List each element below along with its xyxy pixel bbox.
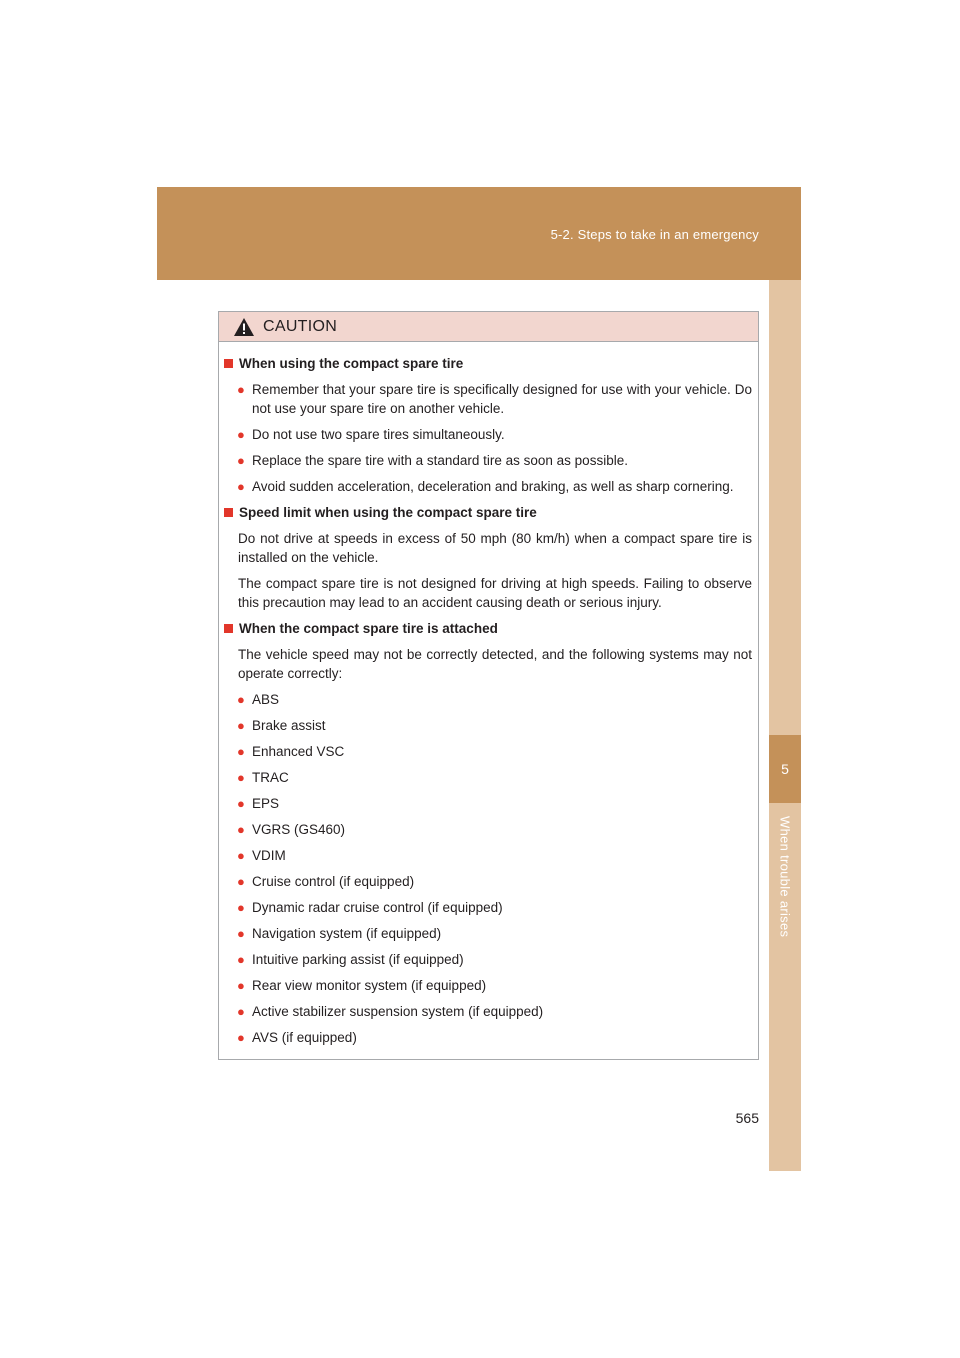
list-item (224, 950, 752, 969)
list-item (224, 820, 752, 839)
bullet-dot-icon: ● (237, 874, 245, 889)
bullet-dot-icon: ● (237, 453, 245, 468)
section-heading-text: When using the compact spare tire (239, 356, 464, 371)
bullet-dot-icon: ● (237, 382, 245, 397)
paragraph: Do not drive at speeds in excess of 50 mph (80 km/h) when a compact spare tire is installed on the vehicle. (238, 531, 752, 565)
bullet-dot-icon: ● (237, 427, 245, 442)
list-item (224, 716, 752, 735)
section-heading-text: Speed limit when using the compact spare tire (239, 505, 537, 520)
chapter-label-text: When trouble arises (777, 816, 793, 938)
bullet-dot-icon: ● (237, 479, 245, 494)
list-item-text: Dynamic radar cruise control (if equipped) (252, 900, 503, 915)
section-heading (224, 503, 752, 522)
bullet-dot-icon: ● (237, 978, 245, 993)
list-item-text: AVS (if equipped) (252, 1030, 357, 1045)
square-bullet-icon (224, 508, 233, 517)
caution-body (219, 342, 758, 1047)
list-item-text: Enhanced VSC (252, 744, 345, 759)
chapter-label (769, 812, 801, 942)
list-item (224, 924, 752, 943)
section-heading (224, 354, 752, 373)
bullet-dot-icon: ● (237, 770, 245, 785)
list-item (224, 976, 752, 995)
bullet-dot-icon: ● (237, 822, 245, 837)
list-item-text: Cruise control (if equipped) (252, 874, 415, 889)
list-item-text: Replace the spare tire with a standard tire as soon as possible. (252, 453, 628, 468)
warning-triangle-icon (233, 317, 255, 337)
list-item (224, 1002, 752, 1021)
bullet-dot-icon: ● (237, 796, 245, 811)
list-item-text: VGRS (GS460) (252, 822, 346, 837)
list-item-text: Brake assist (252, 718, 326, 733)
bullet-dot-icon: ● (237, 952, 245, 967)
list-item-text: TRAC (252, 770, 289, 785)
list-item-text: Avoid sudden acceleration, deceleration and braking, as well as sharp cornering. (252, 479, 734, 494)
paragraph: The vehicle speed may not be correctly detected, and the following systems may not operate correctly: (238, 647, 752, 681)
list-item (224, 872, 752, 891)
bullet-dot-icon: ● (237, 926, 245, 941)
paragraph: The compact spare tire is not designed for driving at high speeds. Failing to observe this precaution may lead to an accident causing death or serious injury. (238, 576, 752, 610)
list-item (224, 742, 752, 761)
list-item-text: EPS (252, 796, 280, 811)
header-band (157, 187, 801, 280)
list-item (224, 690, 752, 709)
list-item (224, 768, 752, 787)
list-item (224, 1028, 752, 1047)
square-bullet-icon (224, 624, 233, 633)
bullet-dot-icon: ● (237, 1030, 245, 1045)
bullet-dot-icon: ● (237, 744, 245, 759)
bullet-dot-icon: ● (237, 900, 245, 915)
list-item-text: Intuitive parking assist (if equipped) (252, 952, 464, 967)
list-item (224, 477, 752, 496)
side-tab (769, 280, 801, 1171)
list-item (224, 380, 752, 418)
bullet-dot-icon: ● (237, 848, 245, 863)
chapter-number: 5 (769, 735, 801, 803)
list-item-text: Rear view monitor system (if equipped) (252, 978, 487, 993)
list-item (224, 794, 752, 813)
list-item-text: VDIM (252, 848, 286, 863)
section-heading-text: When the compact spare tire is attached (239, 621, 498, 636)
list-item-text: Remember that your spare tire is specifically designed for use with your vehicle. Do not use your spare tire on another vehicle. (252, 382, 752, 416)
caution-box (218, 311, 759, 1060)
bullet-dot-icon: ● (237, 1004, 245, 1019)
bullet-dot-icon: ● (237, 692, 245, 707)
list-item (224, 898, 752, 917)
caution-header (219, 312, 758, 342)
page-number: 565 (735, 1110, 759, 1126)
caution-title: CAUTION (263, 317, 338, 335)
section-heading (224, 619, 752, 638)
list-item (224, 451, 752, 470)
square-bullet-icon (224, 359, 233, 368)
section-title: 5-2. Steps to take in an emergency (550, 227, 759, 242)
list-item-text: ABS (252, 692, 280, 707)
bullet-dot-icon: ● (237, 718, 245, 733)
list-item (224, 846, 752, 865)
list-item-text: Navigation system (if equipped) (252, 926, 442, 941)
list-item-text: Do not use two spare tires simultaneously. (252, 427, 505, 442)
list-item (224, 425, 752, 444)
list-item-text: Active stabilizer suspension system (if equipped) (252, 1004, 544, 1019)
